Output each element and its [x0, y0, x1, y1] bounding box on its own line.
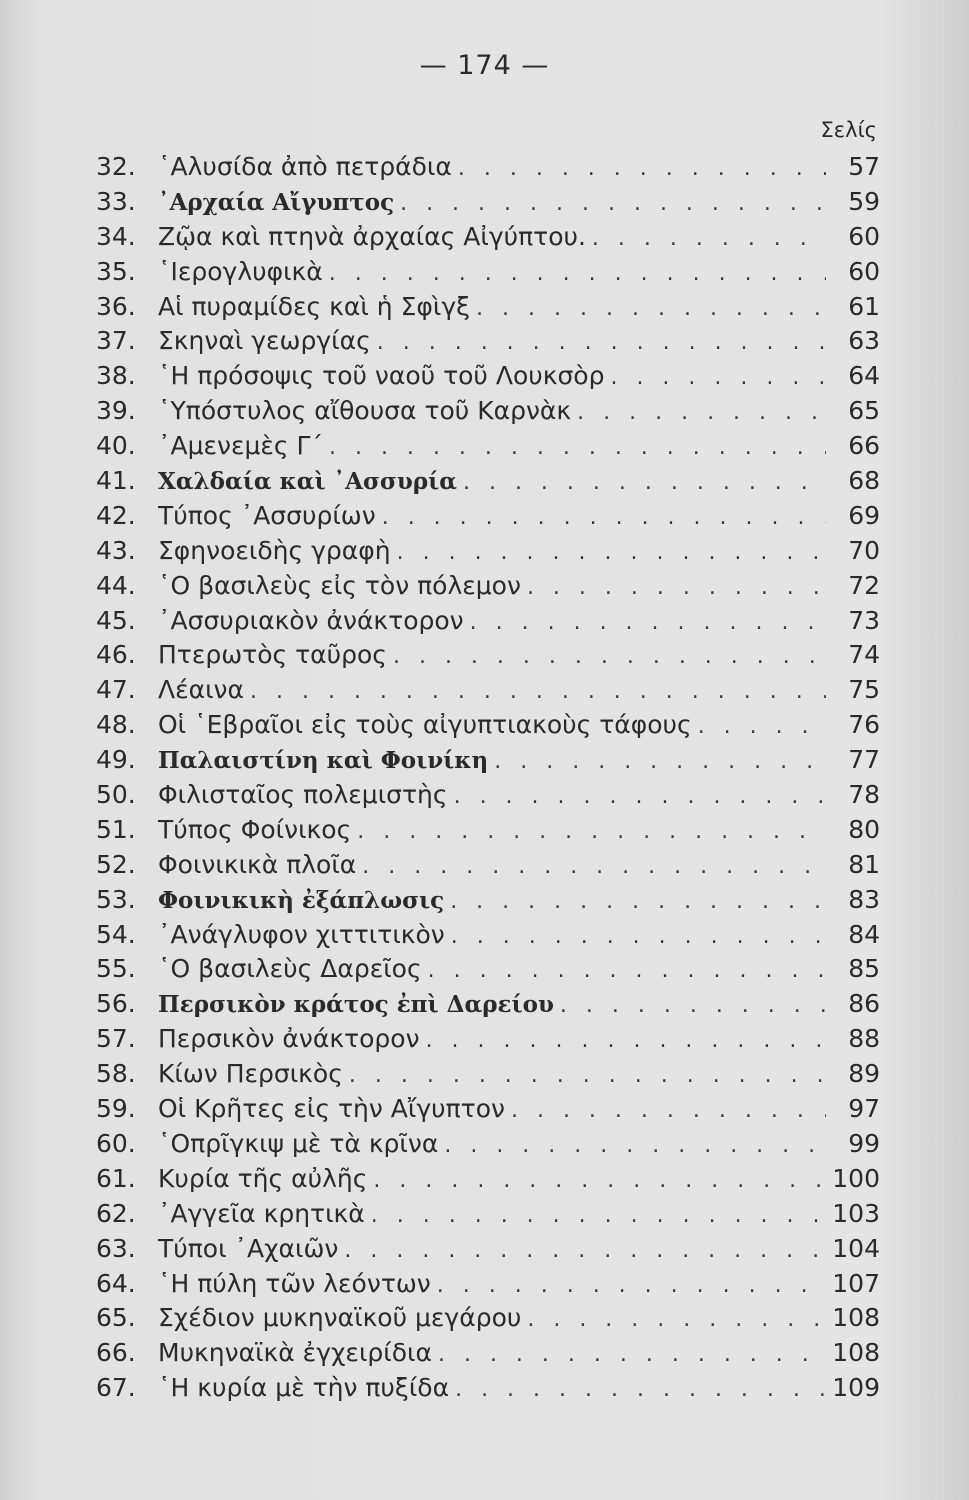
entry-page: 85: [848, 954, 880, 984]
entry-page: 57: [848, 152, 880, 181]
dot-leader: [428, 954, 826, 989]
entry-number: 43.: [96, 535, 136, 565]
entry-number: 51.: [96, 814, 136, 844]
entry-title: Σφηνοειδὴς γραφὴ: [158, 535, 391, 565]
entry-number: 54.: [96, 919, 136, 949]
toc-entry: [96, 359, 880, 394]
entry-page: 108: [832, 1303, 880, 1333]
toc-entry: [96, 708, 880, 743]
entry-number: 40.: [96, 431, 136, 461]
entry-title: Φοινικικὴ ἐξάπλωσις: [158, 886, 445, 914]
entry-page: 68: [848, 466, 880, 496]
dot-leader: [329, 431, 826, 466]
entry-title: Τύπος Φοίνικος: [158, 814, 352, 844]
entry-title: ᾿Αρχαία Αἴγυπτος: [158, 188, 395, 216]
entry-page: 76: [848, 710, 880, 740]
dot-leader: [592, 222, 826, 257]
entry-number: 53.: [96, 884, 136, 914]
entry-number: 56.: [96, 989, 136, 1019]
entry-page: 97: [848, 1094, 880, 1124]
entry-number: 34.: [96, 221, 136, 251]
entry-title: Σκηναὶ γεωργίας: [158, 326, 371, 356]
dot-leader: [250, 675, 826, 710]
entry-page: 81: [848, 849, 880, 879]
entry-page: 74: [848, 640, 880, 670]
entry-number: 42.: [96, 500, 136, 530]
entry-page: 65: [848, 396, 880, 426]
dot-leader: [344, 1234, 826, 1269]
entry-page: 78: [848, 780, 880, 810]
entry-number: 39.: [96, 396, 136, 426]
entry-number: 62.: [96, 1198, 136, 1228]
toc-entry: [96, 883, 880, 918]
entry-title: Χαλδαία καὶ ᾿Ασσυρία: [158, 468, 457, 496]
entry-page: 104: [832, 1233, 880, 1263]
dot-leader: [577, 396, 826, 431]
toc-entry: [96, 1267, 880, 1302]
entry-number: 37.: [96, 326, 136, 356]
dot-leader: [357, 815, 826, 850]
toc-entry: [96, 1371, 880, 1406]
dot-leader: [560, 989, 826, 1024]
entry-title: Τύποι ᾿Αχαιῶν: [158, 1233, 339, 1263]
entry-number: 67.: [96, 1373, 136, 1403]
entry-title: Αἱ πυραμίδες καὶ ἡ Σφὶγξ: [158, 291, 471, 321]
dot-leader: [437, 1269, 826, 1304]
page-number: — 174 —: [419, 50, 550, 81]
dot-leader: [438, 1338, 826, 1373]
toc-entry: [96, 185, 880, 220]
toc-entry: [96, 848, 880, 883]
entry-number: 47.: [96, 675, 136, 705]
entry-number: 61.: [96, 1163, 136, 1193]
dot-leader: [463, 466, 826, 501]
toc-entry: [96, 534, 880, 569]
entry-title: ῾Υπόστυλος αἴθουσα τοῦ Καρνὰκ: [158, 396, 572, 426]
entry-page: 80: [848, 814, 880, 844]
entry-page: 66: [848, 431, 880, 461]
entry-title: ᾿Αμενεμὲς Γ΄: [158, 431, 323, 461]
entry-number: 33.: [96, 186, 136, 216]
dot-leader: [382, 501, 826, 536]
entry-number: 49.: [96, 745, 136, 775]
entry-number: 60.: [96, 1128, 136, 1158]
toc-entry: [96, 1301, 880, 1336]
dot-leader: [377, 326, 826, 361]
entry-title: Φιλισταῖος πολεμιστὴς: [158, 780, 448, 810]
entry-page: 103: [832, 1198, 880, 1228]
entry-page: 77: [848, 745, 880, 775]
entry-title: ῾Η κυρία μὲ τὴν πυξίδα: [158, 1373, 450, 1403]
entry-page: 70: [848, 535, 880, 565]
entry-title: Σχέδιον μυκηναϊκοῦ μεγάρου: [158, 1303, 522, 1333]
dot-leader: [373, 1164, 826, 1199]
entry-title: Οἱ ῾Εβραῖοι εἰς τοὺς αἰγυπτιακοὺς τάφους: [158, 710, 692, 740]
entry-number: 41.: [96, 466, 136, 496]
page-column-label: Σελίς: [820, 118, 877, 142]
entry-page: 60: [848, 256, 880, 286]
entry-page: 59: [848, 186, 880, 216]
toc-entry: [96, 743, 880, 778]
entry-number: 58.: [96, 1059, 136, 1089]
dot-leader: [450, 885, 826, 920]
toc-entry: [96, 464, 880, 499]
entry-title: Οἱ Κρῆτες εἰς τὴν Αἴγυπτον: [158, 1094, 505, 1124]
dot-leader: [454, 780, 826, 815]
entry-title: Λέαινα: [158, 675, 244, 705]
entry-number: 64.: [96, 1268, 136, 1298]
entry-page: 73: [848, 605, 880, 635]
entry-number: 50.: [96, 780, 136, 810]
entry-number: 46.: [96, 640, 136, 670]
toc-entry: [96, 1057, 880, 1092]
entry-title: ῾Η πρόσοψις τοῦ ναοῦ τοῦ Λουκσὸρ: [158, 361, 605, 391]
entry-title: ῾Ο βασιλεὺς εἰς τὸν πόλεμον: [158, 570, 521, 600]
entry-title: ῾Η πύλη τῶν λεόντων: [158, 1268, 431, 1298]
dot-leader: [610, 361, 826, 396]
toc-entry: [96, 1127, 880, 1162]
entry-page: 84: [848, 919, 880, 949]
entry-title: ῾Οπρῖγκιψ μὲ τὰ κρῖνα: [158, 1128, 439, 1158]
toc-entry: [96, 1092, 880, 1127]
entry-title: ᾿Ασσυριακὸν ἀνάκτορον: [158, 605, 464, 635]
entry-title: ᾿Ανάγλυφον χιττιτικὸν: [158, 919, 445, 949]
entry-title: Ζῷα καὶ πτηνὰ ἀρχαίας Αἰγύπτου.: [158, 221, 586, 251]
dot-leader: [527, 1303, 826, 1338]
entry-number: 32.: [96, 152, 136, 181]
toc-entry: [96, 778, 880, 813]
entry-number: 38.: [96, 361, 136, 391]
entry-page: 60: [848, 221, 880, 251]
entry-title: Τύπος ᾿Ασσυρίων: [158, 500, 376, 530]
entry-page: 107: [832, 1268, 880, 1298]
entry-page: 63: [848, 326, 880, 356]
dot-leader: [349, 1059, 826, 1094]
dot-leader: [397, 536, 826, 571]
dot-leader: [329, 257, 826, 292]
toc-entry: [96, 673, 880, 708]
entry-page: 86: [848, 989, 880, 1019]
entry-number: 48.: [96, 710, 136, 740]
entry-number: 57.: [96, 1024, 136, 1054]
entry-number: 65.: [96, 1303, 136, 1333]
toc-entry: [96, 918, 880, 953]
toc-entry: [96, 429, 880, 464]
toc-entry: [96, 1336, 880, 1371]
entry-title: ῾Αλυσίδα ἀπὸ πετράδια: [158, 152, 452, 181]
dot-leader: [426, 1024, 826, 1059]
entry-page: 75: [848, 675, 880, 705]
toc-entry: [96, 1197, 880, 1232]
entry-title: Κίων Περσικὸς: [158, 1059, 343, 1089]
entry-title: Πτερωτὸς ταῦρος: [158, 640, 387, 670]
dot-leader: [371, 1199, 826, 1234]
dot-leader: [393, 640, 826, 675]
entry-number: 59.: [96, 1094, 136, 1124]
entry-title: Παλαιστίνη καὶ Φοινίκη: [158, 747, 489, 775]
dot-leader: [444, 1129, 826, 1164]
dot-leader: [698, 710, 826, 745]
toc-entry: [96, 1232, 880, 1267]
toc-entry: [96, 987, 880, 1022]
entry-page: 108: [832, 1338, 880, 1368]
toc-entry: [96, 255, 880, 290]
dot-leader: [476, 292, 826, 327]
toc-entry: [96, 220, 880, 255]
entry-page: 109: [832, 1373, 880, 1403]
entry-title: ᾿Αγγεῖα κρητικὰ: [158, 1198, 365, 1228]
entry-title: ῾Ιερογλυφικὰ: [158, 256, 323, 286]
toc-entry: [96, 604, 880, 639]
entry-number: 55.: [96, 954, 136, 984]
entry-title: Κυρία τῆς αὐλῆς: [158, 1163, 368, 1193]
entry-page: 69: [848, 500, 880, 530]
entry-number: 52.: [96, 849, 136, 879]
entry-title: Φοινικικὰ πλοῖα: [158, 849, 357, 879]
dot-leader: [451, 920, 826, 955]
entry-page: 100: [832, 1163, 880, 1193]
entry-page: 88: [848, 1024, 880, 1054]
dot-leader: [511, 1094, 826, 1129]
dot-leader: [470, 606, 826, 641]
entry-page: 72: [848, 570, 880, 600]
toc-entry: [96, 150, 880, 185]
entry-title: Περσικὸν κράτος ἐπὶ Δαρείου: [158, 991, 554, 1019]
toc-entry: [96, 569, 880, 604]
toc-entry: [96, 1022, 880, 1057]
entry-title: Περσικὸν ἀνάκτορον: [158, 1024, 420, 1054]
toc-entry: [96, 324, 880, 359]
entry-number: 66.: [96, 1338, 136, 1368]
entry-page: 64: [848, 361, 880, 391]
entry-page: 89: [848, 1059, 880, 1089]
table-of-illustrations: [96, 150, 880, 1406]
toc-entry: [96, 499, 880, 534]
toc-entry: [96, 1162, 880, 1197]
dot-leader: [400, 187, 826, 222]
entry-page: 83: [848, 884, 880, 914]
entry-number: 36.: [96, 291, 136, 321]
entry-title: Μυκηναϊκὰ ἐγχειρίδια: [158, 1338, 432, 1368]
entry-title: ῾Ο βασιλεὺς Δαρεῖος: [158, 954, 422, 984]
dot-leader: [527, 571, 826, 606]
dot-leader: [362, 850, 826, 885]
toc-entry: [96, 952, 880, 987]
dot-leader: [455, 1373, 826, 1408]
dot-leader: [494, 745, 826, 780]
entry-number: 35.: [96, 256, 136, 286]
toc-entry: [96, 290, 880, 325]
toc-entry: [96, 638, 880, 673]
toc-entry: [96, 813, 880, 848]
entry-page: 99: [848, 1128, 880, 1158]
entry-number: 45.: [96, 605, 136, 635]
entry-number: 44.: [96, 570, 136, 600]
dot-leader: [458, 152, 826, 187]
entry-number: 63.: [96, 1233, 136, 1263]
toc-entry: [96, 394, 880, 429]
entry-page: 61: [848, 291, 880, 321]
